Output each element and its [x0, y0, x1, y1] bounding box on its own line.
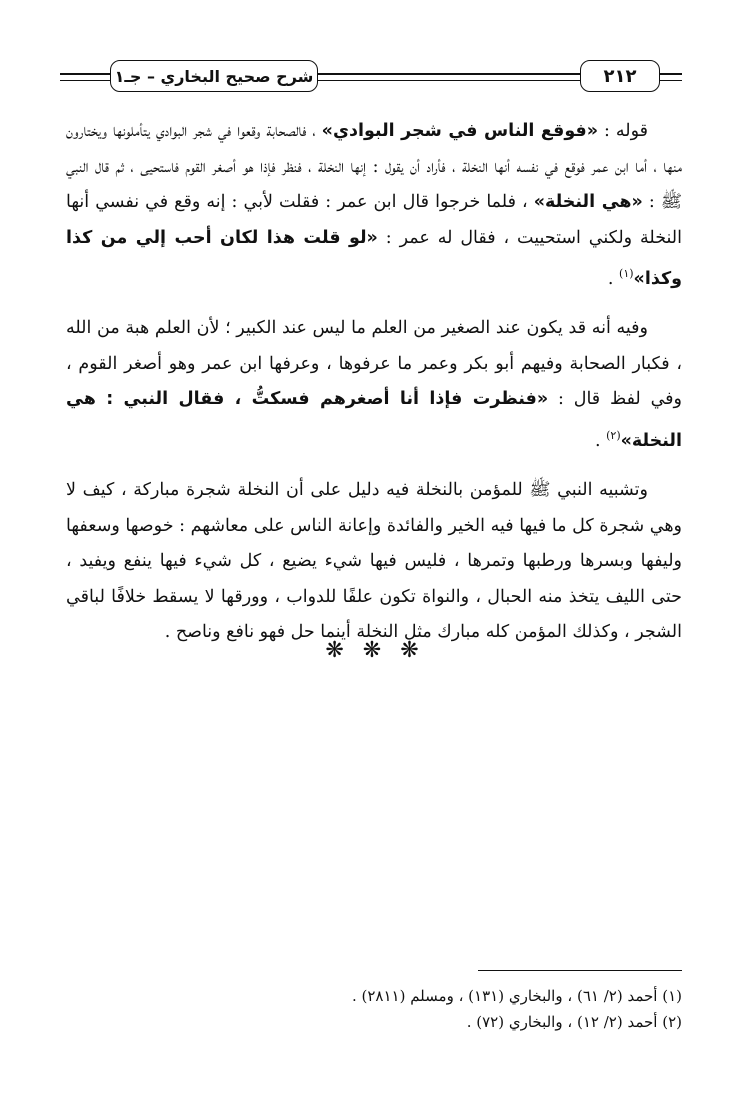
p2-end: .: [594, 430, 607, 451]
p1-text-1: قوله :: [598, 121, 648, 141]
p1-text-3: ، فلما خرجوا قال ابن عمر : فقلت لأبي : إنه وقع في نفسي أنها النخلة ولكني استحييت ، فقال له عمر :: [66, 192, 682, 248]
p2-text-1: وفيه أنه قد يكون عند الصغير من العلم ما ليس عند الكبير ؛ لأن العلم هبة من الله ، فكبار الصحابة وفيهم أبو بكر وعمر ما عرفوها ، وعرفها ابن عمر وهو أصغر القوم ، وفي لفظ قال :: [66, 318, 682, 410]
footnote-1: (١) أحمد (٢/ ٦١) ، والبخاري (١٣١) ، ومسلم (٢٨١١) .: [351, 987, 682, 1005]
footnote-ref-2[interactable]: (٢): [606, 428, 621, 442]
footnotes: [66, 983, 682, 1035]
p3-text: وتشبيه النبي ﷺ للمؤمن بالنخلة فيه دليل على أن النخلة شجرة مباركة ، كيف لا وهي شجرة كل ما فيها فيه الخير والفائدة وإعانة الناس على معاشهم : خوصها وسعفها وليفها وبسرها ورطبها وتمرها ، فليس فيها شيء يضيع ، كل شيء فيها ينفع ويفيد ، حتى الليف يتخذ منه الحبال ، والنواة تكون علفًا للدواب ، وورقها لا يسقط خلافًا لباقي الشجر ، وكذلك المؤمن كله مبارك مثل النخلة أينما حل فهو نافع وناصح .: [66, 480, 682, 643]
footnote-rule: [478, 970, 682, 971]
p1-quote-2: «هي النخلة»: [533, 192, 643, 212]
p1-end: .: [607, 268, 620, 289]
paragraph-2: [66, 311, 682, 459]
p1-quote-3: «لو قلت هذا لكان أحب إلي من كذا وكذا»: [66, 227, 682, 289]
p1-text-2: ، فالصحابة وقعوا في شجر البوادي يتأملونها ويختارون منها ، أما ابن عمر فوقع في نفسه أنها النخلة ، فأراد أن يقول : إنها النخلة ، فنظر فإذا هو أصغر القوم فاستحيى ، ثم قال النبي ﷺ :: [66, 121, 683, 212]
footnote-2: (٢) أحمد (٢/ ١٢) ، والبخاري (٧٢) .: [466, 1013, 682, 1031]
p1-quote-1: «فوقع الناس في شجر البوادي»: [321, 121, 599, 141]
running-header: [60, 58, 682, 96]
paragraph-3: [66, 473, 682, 651]
page-number: ٢١٢: [580, 60, 660, 92]
paragraph-1: [66, 114, 682, 297]
p2-quote-1: «فنظرت فإذا أنا أصغرهم فسكتُّ ، فقال النبي : هي النخلة»: [66, 389, 682, 451]
main-text: [66, 114, 682, 665]
running-title: شرح صحيح البخاري – جـ١: [110, 60, 318, 92]
section-separator: ❋ ❋ ❋: [325, 638, 425, 663]
footnote-ref-1[interactable]: (١): [619, 267, 634, 280]
